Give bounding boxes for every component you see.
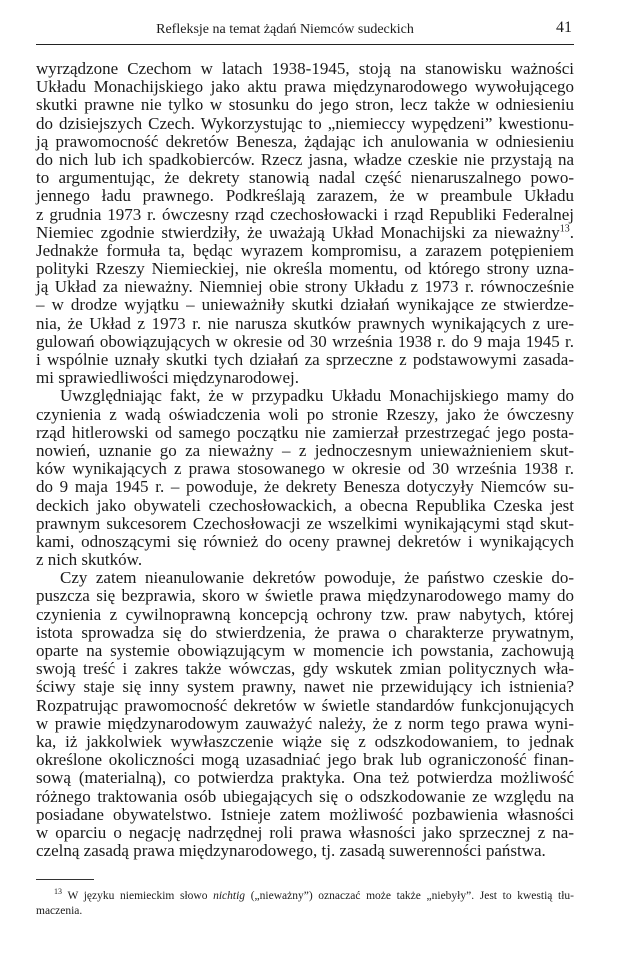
text-line: Układu Monachijskiego jako aktu prawa międzynarodowego wywołującego: [36, 77, 574, 97]
text-line: sową (materialną), co potwierdza praktyka. Ona też potwierdza możliwość: [36, 768, 574, 788]
text-line: Uwzględniając fakt, że w przypadku Układu Monachijskiego mamy do: [60, 386, 574, 406]
running-title: Refleksje na temat żądań Niemców sudeckich: [156, 22, 414, 37]
text-line: [36, 224, 574, 242]
text-line: różnego traktowania osób ubiegających się o odszkodowanie ze względu na: [36, 786, 574, 806]
text-line: nowień, uznanie go za nieważny – z jednoczesnym unieważnieniem skut-: [36, 440, 574, 460]
text-line: oparte na systemie obowiązującym w momencie ich powstania, zachowują: [36, 641, 574, 660]
text-line: ją prawomocność dekretów Benesza, żądając ich anulowania w odniesieniu: [36, 131, 574, 151]
footnote-text: („nieważny”) oznaczać może także „niebyły”. Jest to kwestią tłu-: [245, 890, 574, 902]
text-line: z grudnia 1973 r. ówczesny rząd czechosłowacki i rząd Republiki Federalnej: [36, 204, 574, 224]
text-line: do 9 maja 1945 r. – powoduje, że dekrety Benesza dotyczyły Niemców su-: [36, 477, 574, 497]
text-line: ściwy staje się inny system prawny, nawet nie przewidujący ich istnienia?: [36, 677, 574, 697]
text-line: Czy zatem nieanulowanie dekretów powoduje, że państwo czeskie do-: [60, 568, 574, 588]
text-line: w oparciu o negację nadrzędnej roli prawa własności jako sprzecznej z na-: [36, 822, 574, 842]
text-line: gulowań obowiązujących w okresie od 30 września 1938 r. do 9 maja 1945 r.: [36, 331, 574, 351]
punctuation: .: [569, 222, 574, 242]
text-line: do dzisiejszych Czech. Wykorzystując to „niemieccy wypędzeni” kwestionu-: [36, 113, 574, 133]
text-line: skutki prawne nie tylko w stosunku do jego stron, lecz także w odniesieniu: [36, 95, 574, 115]
paragraph: [36, 569, 574, 860]
text-line: i wspólnie uznały skutki tych działań za sprzeczne z podstawowymi zasada-: [36, 350, 574, 369]
text-line: czynienia z wadą oświadczenia woli po stronie Rzeszy, jako że ówczesny: [36, 404, 574, 424]
text-line: rząd hitlerowski od samego początku nie zamierzał przestrzegać jego posta-: [36, 422, 574, 442]
text-line: istota sprowadza się do stwierdzenia, że prawa o charakterze prywatnym,: [36, 622, 574, 642]
text-line: w prawie międzynarodowym zauważyć należy, że z norm tego prawa wyni-: [36, 713, 574, 733]
text-line: z nich skutków.: [36, 550, 143, 570]
text-line: mi sprawiedliwości międzynarodowej.: [36, 368, 299, 388]
body-text: [36, 60, 574, 860]
text-line: – w drodze wyjątku – unieważniły skutki działań wynikające ze stwierdze-: [36, 295, 574, 315]
text-line: swoją treść i zakres także wówczas, gdy wskutek zmian politycznych wła-: [36, 659, 574, 679]
text-line: posiadane obywatelstwo. Istnieje zatem możliwość pozbawienia własności: [36, 804, 574, 824]
text-line: ków wynikających z prawa stosowanego w okresie od 30 września 1938 r.: [36, 459, 574, 479]
footnote-13: [36, 889, 574, 919]
footnote-text: W języku niemieckim słowo: [62, 890, 214, 902]
text-line: polityki Rzeszy Niemieckiej, nie określa momentu, od którego strony uzna-: [36, 259, 574, 279]
footnote-line: [36, 889, 574, 904]
footnote-reference[interactable]: 13: [559, 223, 570, 235]
text-line: deckich jako obywateli czechosłowackich, a obecna Republika Czeska jest: [36, 495, 574, 515]
text-line: puszcza się bezprawia, skoro w świetle prawa międzynarodowego mamy do: [36, 586, 574, 606]
footnote-marker: 13: [54, 887, 62, 897]
text-line: to argumentując, że dekrety stanowią nadal część nienaruszalnego powo-: [36, 168, 574, 188]
text-line-content: Niemiec zgodnie stwierdziły, że uważają Układ Monachijski za nieważny: [36, 222, 560, 242]
paragraph: [36, 60, 574, 387]
paragraph: [36, 387, 574, 569]
footnote-line: maczenia.: [36, 905, 83, 917]
text-line: Rozpatrując prawomocność dekretów w świetle standardów funkcjonujących: [36, 695, 574, 715]
page-header: [36, 18, 574, 45]
text-line: wyrządzone Czechom w latach 1938-1945, stoją na stanowisku ważności: [36, 59, 574, 78]
text-line: ją Układ za nieważny. Niemniej obie strony Układu z 1973 r. równocześnie: [36, 277, 574, 297]
text-line: do nich lub ich spadkobierców. Rzecz jasna, władze czeskie nie przystają na: [36, 149, 574, 169]
page-number: 41: [556, 19, 572, 36]
text-line: jennego ładu prawnego. Podkreślają zarazem, że w preambule Układu: [36, 186, 574, 206]
footnote-divider: [36, 879, 94, 880]
footnote-italic-term: nichtig: [213, 890, 246, 902]
text-line: Jednakże formuła ta, będąc wyrazem kompromisu, a zarazem potępieniem: [36, 240, 574, 260]
text-line: określone okoliczności mogą uzasadniać jego brak lub ograniczoność finan-: [36, 750, 574, 770]
text-line: kami, odnoszącymi się również do oceny prawnej dekretów i wynikających: [36, 531, 574, 551]
text-line: czelną zasadą prawa międzynarodowego, tj. zasadą suwerenności państwa.: [36, 841, 546, 861]
text-line: ka, iż jakkolwiek wywłaszczenie wiąże się z odszkodowaniem, to jednak: [36, 731, 574, 751]
text-line: czynienia z cywilnoprawną koncepcją ochrony tzw. praw nabytych, której: [36, 604, 574, 624]
text-line: nia, że Układ z 1973 r. nie narusza skutków prawnych wynikających z ure-: [36, 313, 574, 333]
text-line: prawnym sukcesorem Czechosłowacji ze wszelkimi wynikającymi stąd skut-: [36, 513, 574, 533]
